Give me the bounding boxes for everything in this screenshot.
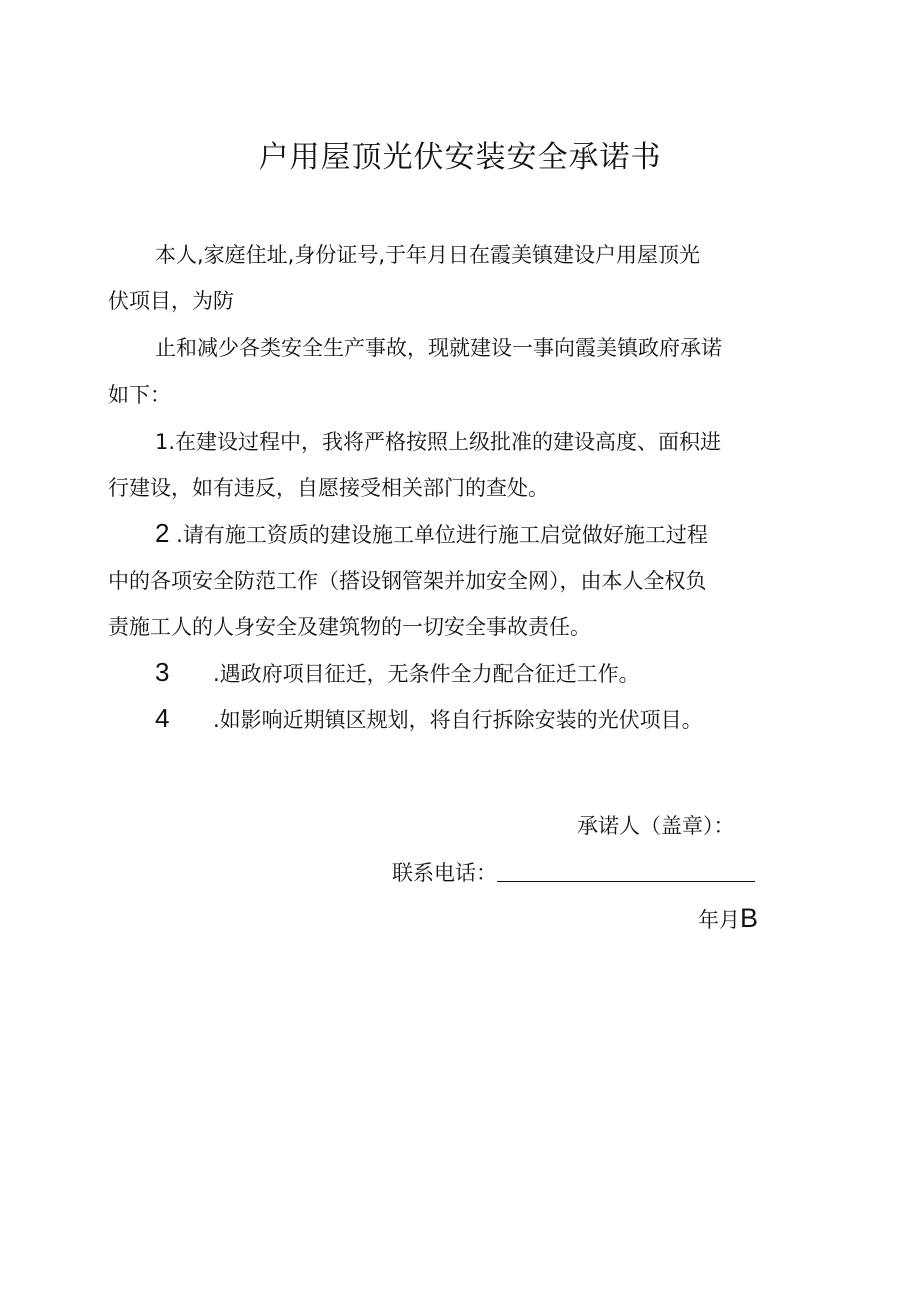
date-row <box>698 903 758 935</box>
phone-blank-line[interactable] <box>497 859 755 882</box>
item-4-line <box>155 703 703 735</box>
item-3-line <box>155 657 640 689</box>
document-title: 户用屋顶光伏安装安全承诺书 <box>258 140 662 175</box>
item-4-number: 4 <box>155 703 170 733</box>
paragraph-line: 本人,家庭住址,身份证号,于年月日在霞美镇建设户用屋顶光 <box>155 243 701 267</box>
item-3-text: .遇政府项目征迁，无条件全力配合征迁工作。 <box>213 662 640 686</box>
phone-row <box>392 858 755 888</box>
promisor-label: 承诺人（盖章）： <box>577 814 735 838</box>
item-3-number: 3 <box>155 657 170 687</box>
item-4-text: .如影响近期镇区规划，将自行拆除安装的光伏项目。 <box>213 708 703 732</box>
paragraph-line: 止和减少各类安全生产事故，现就建设一事向霞美镇政府承诺 <box>155 336 722 360</box>
item-2-text: .请有施工资质的建设施工单位进行施工启觉做好施工过程 <box>176 523 708 547</box>
paragraph-line: 伏项目，为防 <box>108 289 234 313</box>
item-2-number: 2 <box>155 518 170 548</box>
paragraph-line: 行建设，如有违反，自愿接受相关部门的查处。 <box>108 476 549 500</box>
paragraph-line: 中的各项安全防范工作（搭设钢管架并加安全网），由本人全权负 <box>108 569 707 593</box>
paragraph-line: 责施工人的人身安全及建筑物的一切安全事故责任。 <box>108 615 591 639</box>
date-prefix: 年月 <box>698 908 740 932</box>
paragraph-line: 1.在建设过程中，我将严格按照上级批准的建设高度、面积进 <box>155 430 722 454</box>
phone-label: 联系电话： <box>392 861 497 885</box>
paragraph-line: 如下： <box>108 383 171 407</box>
date-suffix: B <box>740 903 759 933</box>
item-2-line <box>155 518 708 550</box>
